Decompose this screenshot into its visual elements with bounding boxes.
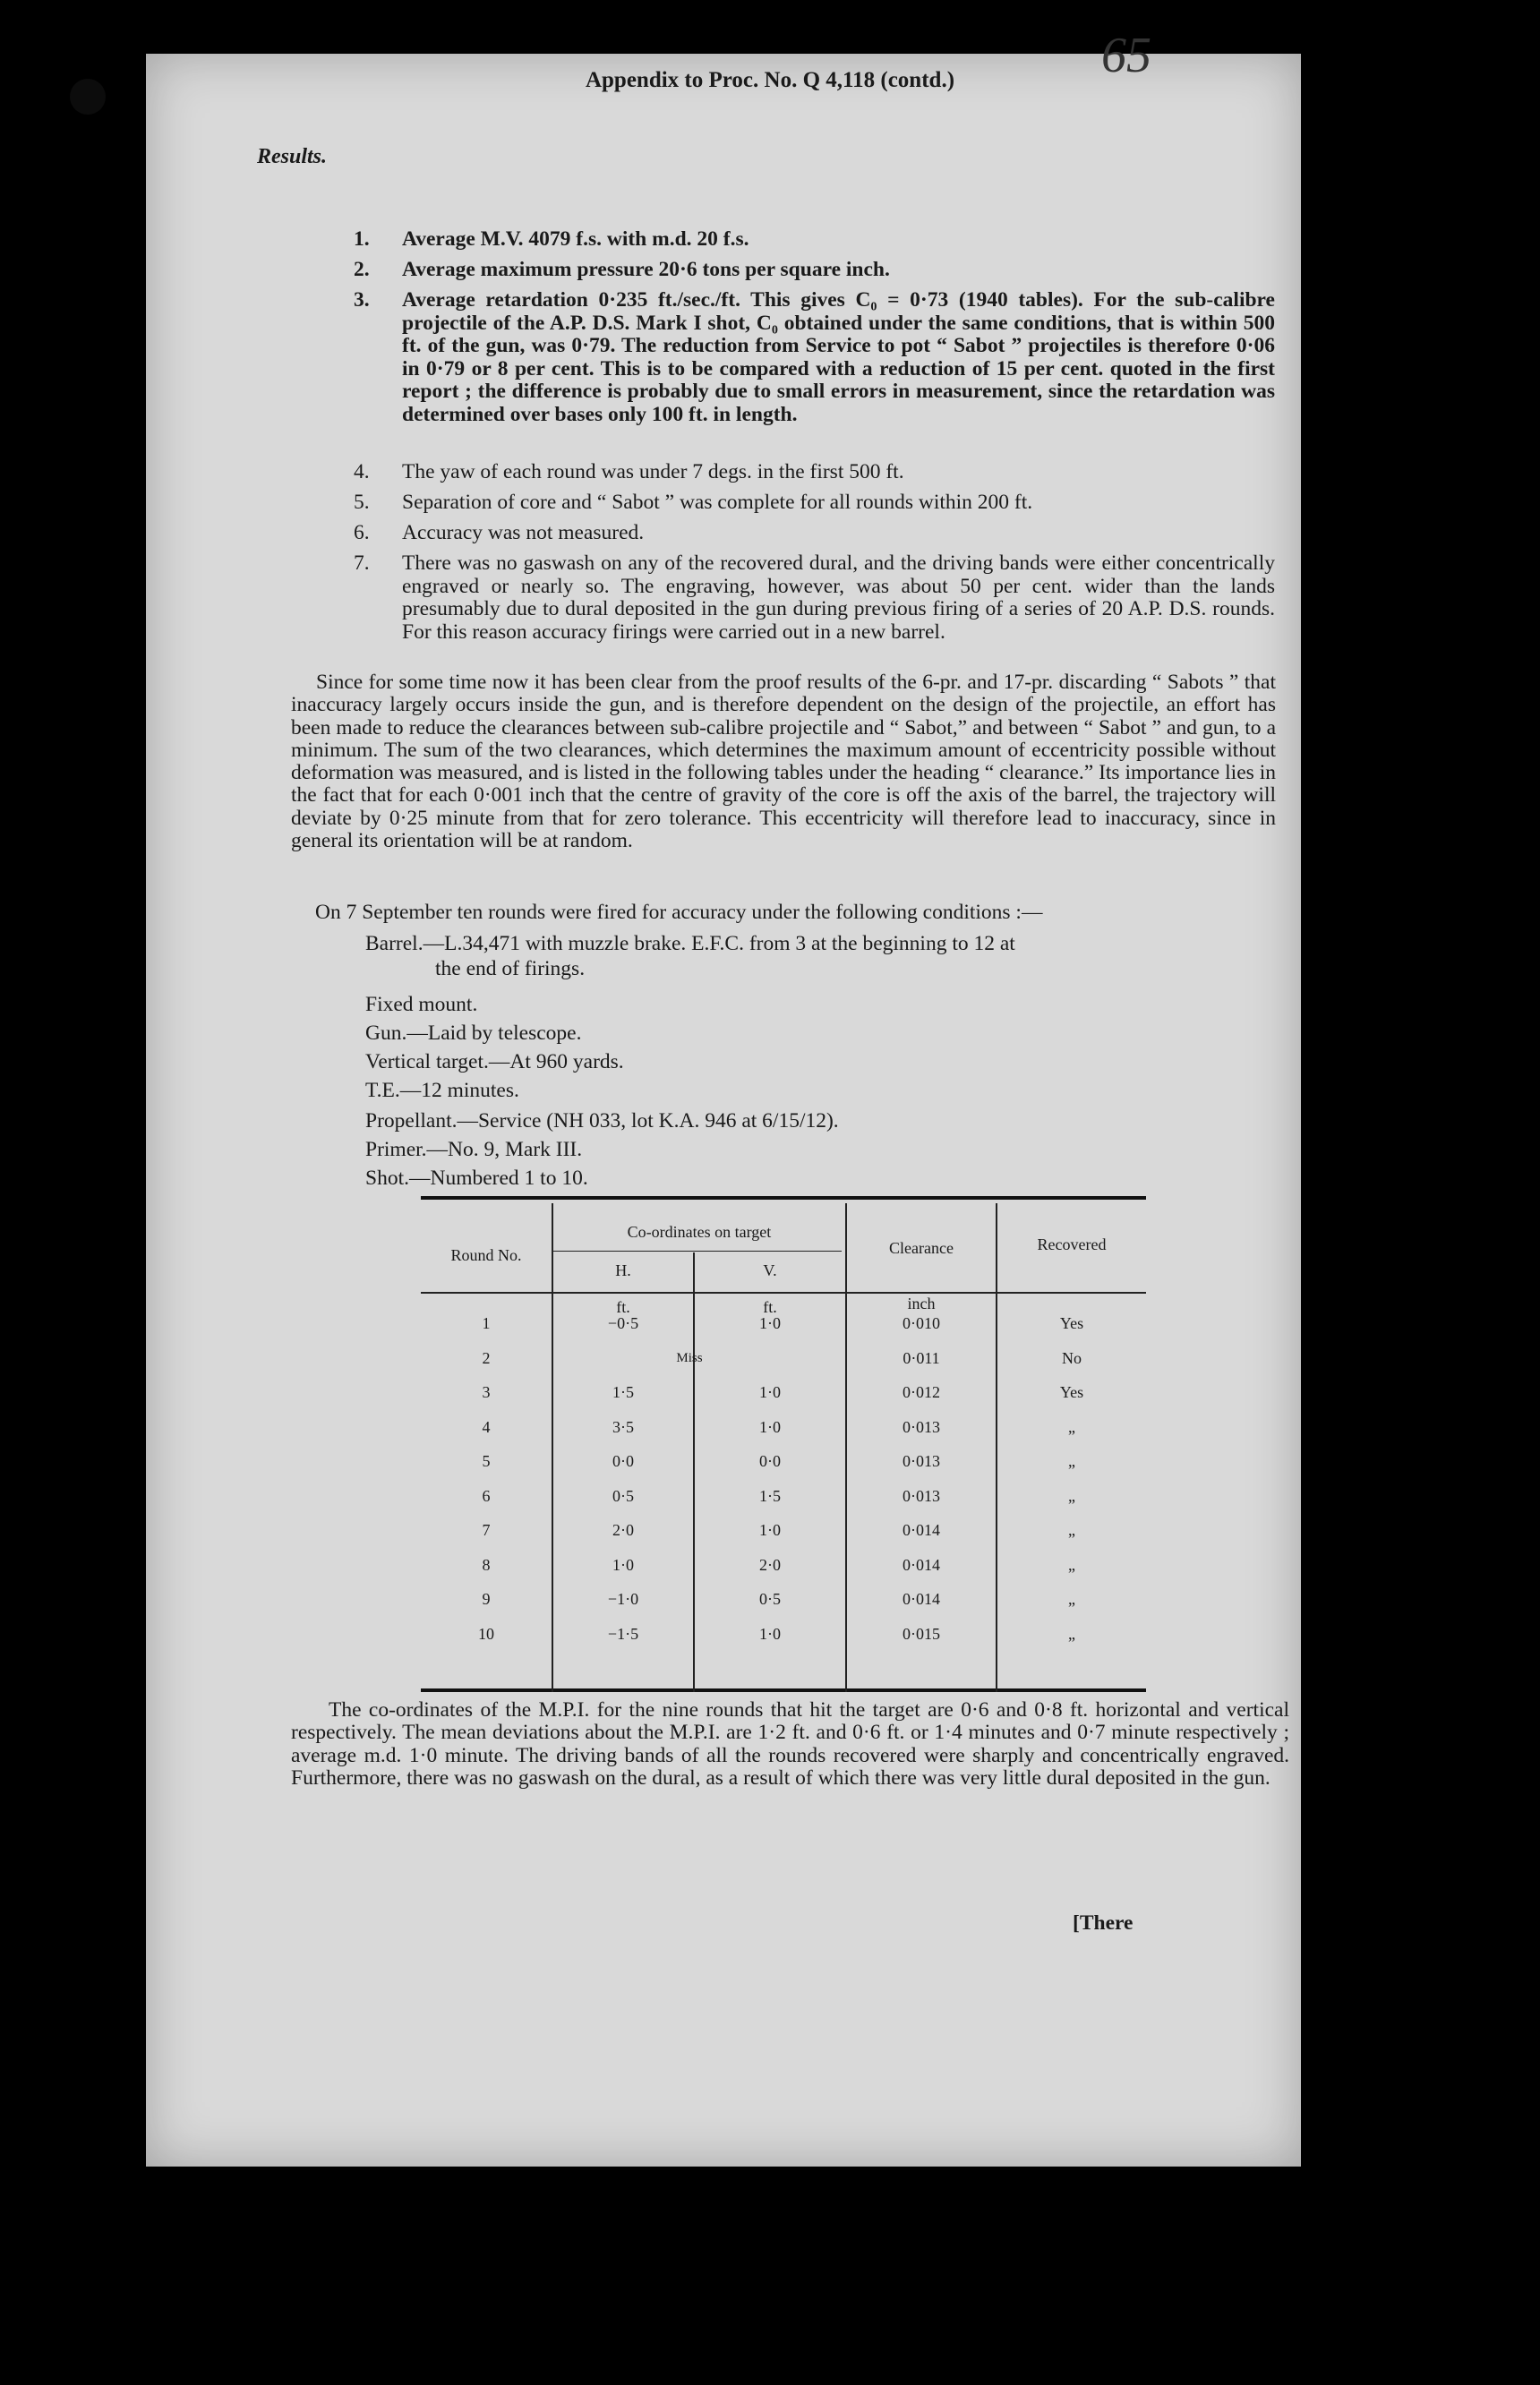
cell-h: 1·5 xyxy=(612,1383,634,1401)
cell-recovered: Yes xyxy=(1059,1383,1084,1401)
header-clearance: Clearance xyxy=(889,1239,954,1257)
header-round: Round No. xyxy=(450,1246,522,1264)
cell-h: 2·0 xyxy=(612,1521,634,1539)
cell-recovered: Yes xyxy=(1059,1314,1084,1332)
unit-clearance: inch xyxy=(907,1295,936,1312)
header-recovered: Recovered xyxy=(1037,1235,1107,1253)
page-number: 65 xyxy=(1101,28,1151,83)
cell-h: −1·0 xyxy=(607,1590,639,1608)
condition-propellant: Propellant.—Service (NH 033, lot K.A. 946 at 6/15/12). xyxy=(365,1109,839,1133)
cell-round: 7 xyxy=(482,1521,491,1539)
cell-clearance: 0·010 xyxy=(903,1314,940,1332)
cell-h: 0·0 xyxy=(612,1452,634,1470)
cell-recovered: „ xyxy=(1068,1452,1075,1470)
cell-clearance: 0·011 xyxy=(903,1348,940,1367)
item-number: 1. xyxy=(354,227,370,251)
cell-v: 1·0 xyxy=(759,1314,781,1332)
item-number: 4. xyxy=(354,460,370,483)
item-text: Separation of core and “ Sabot ” was complete for all rounds within 200 ft. xyxy=(402,491,1033,514)
cell-clearance: 0·013 xyxy=(903,1417,940,1436)
table-header-rule xyxy=(421,1292,1146,1294)
cell-h: −0·5 xyxy=(607,1314,639,1332)
cell-clearance: 0·012 xyxy=(903,1383,940,1401)
cell-round: 1 xyxy=(482,1314,491,1332)
cell-v: 1·0 xyxy=(759,1383,781,1401)
cell-recovered: „ xyxy=(1068,1486,1075,1505)
table-top-rule xyxy=(421,1196,1146,1200)
header-coords: Co-ordinates on target xyxy=(627,1223,772,1241)
catchword: [There xyxy=(1073,1911,1134,1935)
cell-round: 2 xyxy=(482,1348,491,1367)
cell-clearance: 0·014 xyxy=(903,1590,940,1608)
cell-v: 2·0 xyxy=(759,1555,781,1574)
cell-h: 3·5 xyxy=(612,1417,634,1436)
cell-recovered: „ xyxy=(1068,1555,1075,1574)
cell-clearance: 0·013 xyxy=(903,1486,940,1505)
cell-round: 4 xyxy=(482,1417,491,1436)
item-text: Accuracy was not measured. xyxy=(402,521,645,544)
item-text: Average maximum pressure 20·6 tons per square inch. xyxy=(402,258,890,281)
cell-round: 6 xyxy=(482,1486,491,1505)
cell-v: 1·5 xyxy=(759,1486,781,1505)
condition-target: Vertical target.—At 960 yards. xyxy=(365,1050,624,1073)
page-header: Appendix to Proc. No. Q 4,118 (contd.) xyxy=(585,68,955,92)
paragraph-mpi: The co-ordinates of the M.P.I. for the nine rounds that hit the target are 0·6 and 0·8 ft. horizontal and vertical respectively. The mean deviations about the M.P.I. are 1·2 ft. and 0·6 ft. or 1·4 minutes and 0·7 minute respectively ; average m.d. 1·0 minute. The driving bands of all the rounds recovered were sharply and concentrically engraved. Furthermore, there was no gaswash on the dural, as a result of which there was very little dural deposited in the gun. xyxy=(291,1698,1289,1790)
paragraph-conditions-intro: On 7 September ten rounds were fired for accuracy under the following conditions :— xyxy=(315,901,1043,924)
table-col-divider xyxy=(996,1203,997,1692)
item-number: 7. xyxy=(354,551,370,575)
cell-recovered: „ xyxy=(1068,1521,1075,1539)
cell-round: 8 xyxy=(482,1555,491,1574)
paragraph-clearances: Since for some time now it has been clear from the proof results of the 6-pr. and 17-pr. discarding “ Sabots ” that inaccuracy largely occurs inside the gun, and is therefore dependent on the design of the projectile, an effort has been made to reduce the clearances between sub-calibre projectile and “ Sabot,” and between “ Sabot ” and gun, to a minimum. The sum of the two clearances, which determines the maximum amount of eccentricity possible without deformation was measured, and is listed in the following tables under the heading “ clearance.” Its importance lies in the fact that for each 0·001 inch that the centre of gravity of the core is off the axis of the barrel, the trajectory will deviate by 0·25 minute from that for zero tolerance. This eccentricity will therefore lead to inaccuracy, since in general its orientation will be at random. xyxy=(291,671,1276,853)
item-number: 3. xyxy=(354,288,370,312)
coords-subheader-rule xyxy=(553,1251,842,1252)
cell-v: 1·0 xyxy=(759,1624,781,1643)
cell-round: 10 xyxy=(478,1624,494,1643)
condition-primer: Primer.—No. 9, Mark III. xyxy=(365,1138,583,1161)
cell-recovered: „ xyxy=(1068,1417,1075,1436)
cell-clearance: 0·015 xyxy=(903,1624,940,1643)
item-number: 5. xyxy=(354,491,370,514)
cell-recovered: „ xyxy=(1068,1624,1075,1643)
unit-h: ft. xyxy=(616,1298,630,1316)
condition-gun: Gun.—Laid by telescope. xyxy=(365,1022,582,1045)
item-text: Average M.V. 4079 f.s. with m.d. 20 f.s. xyxy=(402,227,749,251)
cell-round: 5 xyxy=(482,1452,491,1470)
item-number: 6. xyxy=(354,521,370,544)
cell-clearance: 0·014 xyxy=(903,1555,940,1574)
cell-v: 0·0 xyxy=(759,1452,781,1470)
results-title: Results. xyxy=(257,145,328,168)
header-h: H. xyxy=(615,1261,631,1279)
cell-miss: Miss xyxy=(676,1350,703,1365)
condition-barrel: Barrel.—L.34,471 with muzzle brake. E.F.C. from 3 at the beginning to 12 at xyxy=(365,932,1015,955)
cell-round: 3 xyxy=(482,1383,491,1401)
cell-clearance: 0·013 xyxy=(903,1452,940,1470)
unit-v: ft. xyxy=(763,1298,777,1316)
condition-te: T.E.—12 minutes. xyxy=(365,1079,519,1102)
condition-barrel-cont: the end of firings. xyxy=(435,957,586,980)
cell-v: 1·0 xyxy=(759,1417,781,1436)
condition-shot: Shot.—Numbered 1 to 10. xyxy=(365,1167,588,1190)
cell-h: −1·5 xyxy=(607,1624,639,1643)
cell-round: 9 xyxy=(482,1590,491,1608)
item-number: 2. xyxy=(354,258,370,281)
header-v: V. xyxy=(763,1261,777,1279)
cell-recovered: No xyxy=(1062,1348,1082,1367)
table-bottom-rule xyxy=(421,1688,1146,1692)
item-text: There was no gaswash on any of the recovered dural, and the driving bands were either concentrically engraved or nearly so. The engraving, however, was about 50 per cent. wider than the lands presumably due to dural deposited in the gun during previous firing of a series of 20 A.P. D.S. rounds. For this reason accuracy firings were carried out in a new barrel. xyxy=(402,551,1275,644)
cell-v: 1·0 xyxy=(759,1521,781,1539)
table-col-divider xyxy=(845,1203,847,1692)
cell-clearance: 0·014 xyxy=(903,1521,940,1539)
cell-h: 0·5 xyxy=(612,1486,634,1505)
item-text: Average retardation 0·235 ft./sec./ft. This gives C₀ = 0·73 (1940 tables). For the sub-calibre projectile of the A.P. D.S. Mark I shot, C₀ obtained under the same conditions, that is within 500 ft. of the gun, was 0·79. The reduction from Service to pot “ Sabot ” projectiles is therefore 0·06 in 0·79 or 8 per cent. This is to be compared with a reduction of 15 per cent. quoted in the first report ; the difference is probably due to small errors in measurement, since the retardation was determined over bases only 100 ft. in length. xyxy=(402,288,1275,426)
cell-recovered: „ xyxy=(1068,1590,1075,1608)
cell-v: 0·5 xyxy=(759,1590,781,1608)
item-text: The yaw of each round was under 7 degs. in the first 500 ft. xyxy=(402,460,904,483)
cell-h: 1·0 xyxy=(612,1555,634,1574)
condition-mount: Fixed mount. xyxy=(365,993,478,1016)
